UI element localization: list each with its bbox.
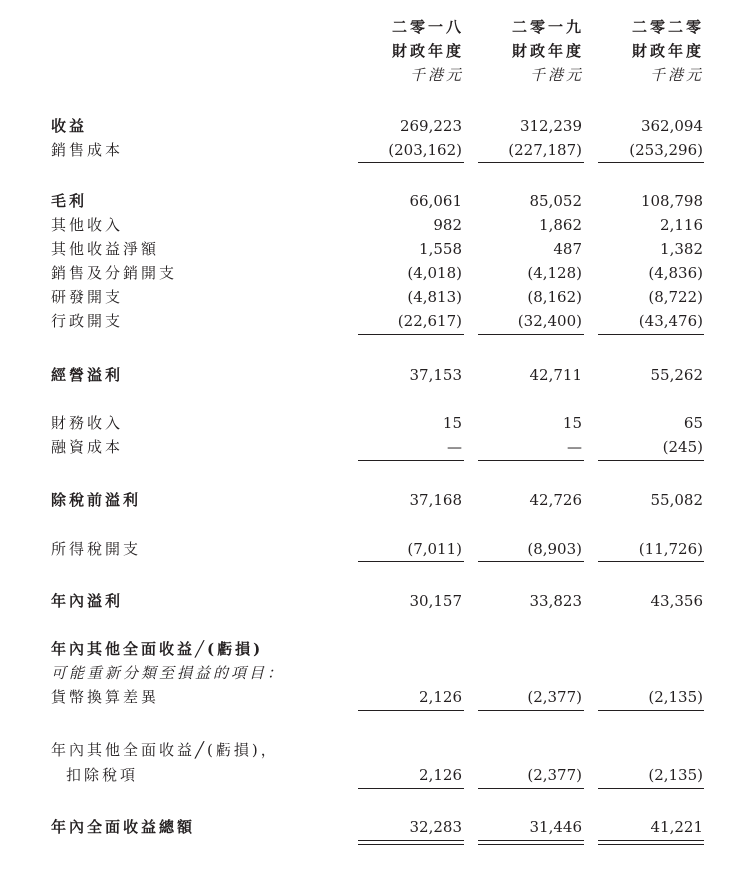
- value-2019: 15: [562, 414, 582, 432]
- fiscal-year-label: 財政年度: [631, 42, 704, 60]
- value-2019: (227,187): [508, 141, 582, 159]
- value-2018: 66,061: [409, 192, 462, 210]
- rule-line: [478, 788, 584, 789]
- value-2018: 269,223: [399, 117, 462, 135]
- value-2018: (22,617): [397, 312, 462, 330]
- value-2018: 37,153: [409, 366, 462, 384]
- value-2020: (2,135): [648, 766, 703, 784]
- unit-label: 千港元: [649, 66, 704, 84]
- value-2018: (203,162): [388, 141, 462, 159]
- value-2020: 55,262: [650, 366, 703, 384]
- row-label: 銷售及分銷開支: [51, 264, 178, 282]
- year-label: 二零二零: [631, 18, 704, 36]
- row-finance-income: [0, 412, 745, 434]
- row-currency-translation: [0, 686, 745, 708]
- fiscal-year-label: 財政年度: [391, 42, 464, 60]
- row-label: 銷售成本: [51, 141, 124, 159]
- double-rule-line: [478, 840, 584, 845]
- double-rule-line: [598, 840, 704, 845]
- row-profit-before-tax: [0, 489, 745, 511]
- rule-line: [598, 561, 704, 562]
- rule-line: [358, 334, 464, 335]
- row-label: 其他收入: [51, 216, 124, 234]
- value-2019: —: [567, 438, 582, 456]
- row-label: 經營溢利: [51, 366, 124, 384]
- rule-line: [478, 561, 584, 562]
- value-2020: (4,836): [648, 264, 703, 282]
- row-cost-of-sales: [0, 139, 745, 161]
- row-operating-profit: [0, 364, 745, 386]
- value-2018: 1,558: [419, 240, 462, 258]
- value-2020: (253,296): [629, 141, 703, 159]
- value-2018: (4,813): [407, 288, 462, 306]
- row-oci-heading: [0, 638, 745, 660]
- fiscal-year-label: 財政年度: [511, 42, 584, 60]
- value-2020: (8,722): [648, 288, 703, 306]
- year-label: 二零一九: [511, 18, 584, 36]
- value-2019: 31,446: [529, 818, 582, 836]
- value-2019: 42,726: [529, 491, 582, 509]
- value-2020: 362,094: [640, 117, 703, 135]
- value-2019: (2,377): [527, 688, 582, 706]
- row-rnd-expenses: [0, 286, 745, 308]
- row-label: 所得稅開支: [51, 540, 142, 558]
- rule-line: [598, 334, 704, 335]
- row-other-income: [0, 214, 745, 236]
- value-2019: 33,823: [529, 592, 582, 610]
- value-2020: (2,135): [648, 688, 703, 706]
- value-2018: (4,018): [407, 264, 462, 282]
- value-2019: 42,711: [529, 366, 582, 384]
- value-2020: 108,798: [640, 192, 703, 210]
- row-income-tax-expense: [0, 538, 745, 560]
- rule-line: [478, 710, 584, 711]
- row-revenue: [0, 115, 745, 137]
- value-2019: (2,377): [527, 766, 582, 784]
- value-2019: (4,128): [527, 264, 582, 282]
- rule-line: [358, 561, 464, 562]
- rule-line: [478, 162, 584, 163]
- year-label: 二零一八: [391, 18, 464, 36]
- rule-line: [478, 334, 584, 335]
- value-2020: (43,476): [638, 312, 703, 330]
- row-administrative-expenses: [0, 310, 745, 332]
- value-2020: 43,356: [650, 592, 703, 610]
- value-2019: 487: [553, 240, 582, 258]
- row-label: 年內其他全面收益╱(虧損): [51, 640, 264, 658]
- value-2020: 2,116: [660, 216, 703, 234]
- value-2018: —: [447, 438, 462, 456]
- row-reclassifiable-items: [0, 662, 745, 684]
- value-2020: (245): [662, 438, 703, 456]
- row-label: 其他收益淨額: [51, 240, 160, 258]
- value-2018: 30,157: [409, 592, 462, 610]
- rule-line: [598, 460, 704, 461]
- row-label: 除稅前溢利: [51, 491, 142, 509]
- row-label: 行政開支: [51, 312, 124, 330]
- row-oci-net-heading: [0, 739, 745, 761]
- row-profit-for-year: [0, 590, 745, 612]
- rule-line: [358, 162, 464, 163]
- row-other-gains-net: [0, 238, 745, 260]
- row-label: 年內溢利: [51, 592, 124, 610]
- rule-line: [358, 460, 464, 461]
- value-2019: (8,903): [527, 540, 582, 558]
- value-2020: 55,082: [650, 491, 703, 509]
- row-label: 收益: [51, 117, 88, 135]
- value-2018: 15: [442, 414, 462, 432]
- value-2018: 982: [433, 216, 462, 234]
- unit-label: 千港元: [409, 66, 464, 84]
- rule-line: [478, 460, 584, 461]
- value-2018: 32,283: [409, 818, 462, 836]
- value-2018: 37,168: [409, 491, 462, 509]
- value-2019: 1,862: [539, 216, 582, 234]
- row-label: 融資成本: [51, 438, 124, 456]
- unit-label: 千港元: [529, 66, 584, 84]
- value-2018: (7,011): [407, 540, 462, 558]
- value-2019: 85,052: [529, 192, 582, 210]
- row-finance-costs: [0, 436, 745, 458]
- value-2019: 312,239: [519, 117, 582, 135]
- row-label: 扣除稅項: [66, 766, 139, 784]
- value-2019: (8,162): [527, 288, 582, 306]
- value-2020: 65: [683, 414, 703, 432]
- rule-line: [358, 710, 464, 711]
- row-label: 研發開支: [51, 288, 124, 306]
- value-2019: (32,400): [517, 312, 582, 330]
- rule-line: [358, 788, 464, 789]
- rule-line: [598, 162, 704, 163]
- row-label: 可能重新分類至損益的項目：: [51, 664, 286, 682]
- row-label: 貨幣換算差異: [51, 688, 160, 706]
- double-rule-line: [358, 840, 464, 845]
- row-oci-net-of-tax: [0, 764, 745, 786]
- value-2020: (11,726): [638, 540, 703, 558]
- value-2018: 2,126: [419, 766, 462, 784]
- row-label: 財務收入: [51, 414, 124, 432]
- rule-line: [598, 788, 704, 789]
- row-label: 年內全面收益總額: [51, 818, 196, 836]
- row-label: 年內其他全面收益╱(虧損)，: [51, 741, 279, 759]
- row-gross-profit: [0, 190, 745, 212]
- value-2018: 2,126: [419, 688, 462, 706]
- value-2020: 41,221: [650, 818, 703, 836]
- row-total-comprehensive-income: [0, 816, 745, 838]
- value-2020: 1,382: [660, 240, 703, 258]
- row-selling-distribution-expenses: [0, 262, 745, 284]
- row-label: 毛利: [51, 192, 88, 210]
- rule-line: [598, 710, 704, 711]
